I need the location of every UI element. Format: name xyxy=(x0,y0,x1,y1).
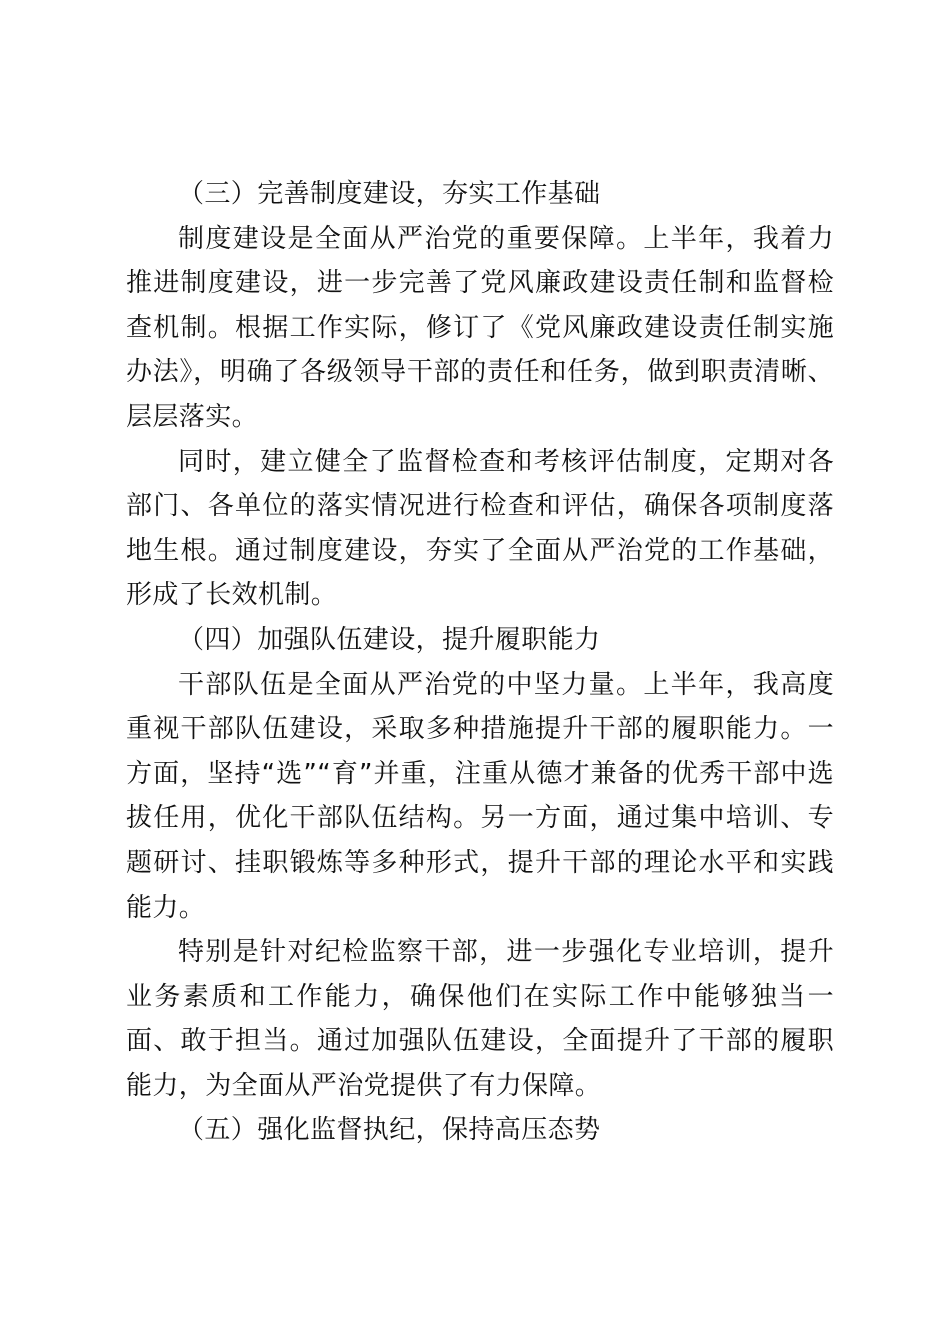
paragraph: 特别是针对纪检监察干部，进一步强化专业培训，提升业务素质和工作能力，确保他们在实际工作中能够独当一面、敢于担当。通过加强队伍建设，全面提升了干部的履职能力，为全面从严治党提供了有力保障。 xyxy=(126,937,834,1101)
paragraph: 干部队伍是全面从严治党的中坚力量。上半年，我高度重视干部队伍建设，采取多种措施提升干部的履职能力。一方面，坚持“选”“育”并重，注重从德才兼备的优秀干部中选拔任用，优化干部队伍结构。另一方面，通过集中培训、专题研讨、挂职锻炼等多种形式，提升干部的理论水平和实践能力。 xyxy=(126,669,834,923)
section-heading-4: （四）加强队伍建设，提升履职能力 xyxy=(178,624,601,655)
paragraph: 制度建设是全面从严治党的重要保障。上半年，我着力推进制度建设，进一步完善了党风廉政建设责任制和监督检查机制。根据工作实际，修订了《党风廉政建设责任制实施办法》，明确了各级领导干部的责任和任务，做到职责清晰、层层落实。 xyxy=(126,223,834,432)
document-body xyxy=(126,172,834,1153)
section-heading-5: （五）强化监督执纪，保持高压态势 xyxy=(178,1115,601,1146)
section-heading-3: （三）完善制度建设，夯实工作基础 xyxy=(178,179,601,209)
paragraph: 同时，建立健全了监督检查和考核评估制度，定期对各部门、各单位的落实情况进行检查和评估，确保各项制度落地生根。通过制度建设，夯实了全面从严治党的工作基础，形成了长效机制。 xyxy=(126,446,834,611)
